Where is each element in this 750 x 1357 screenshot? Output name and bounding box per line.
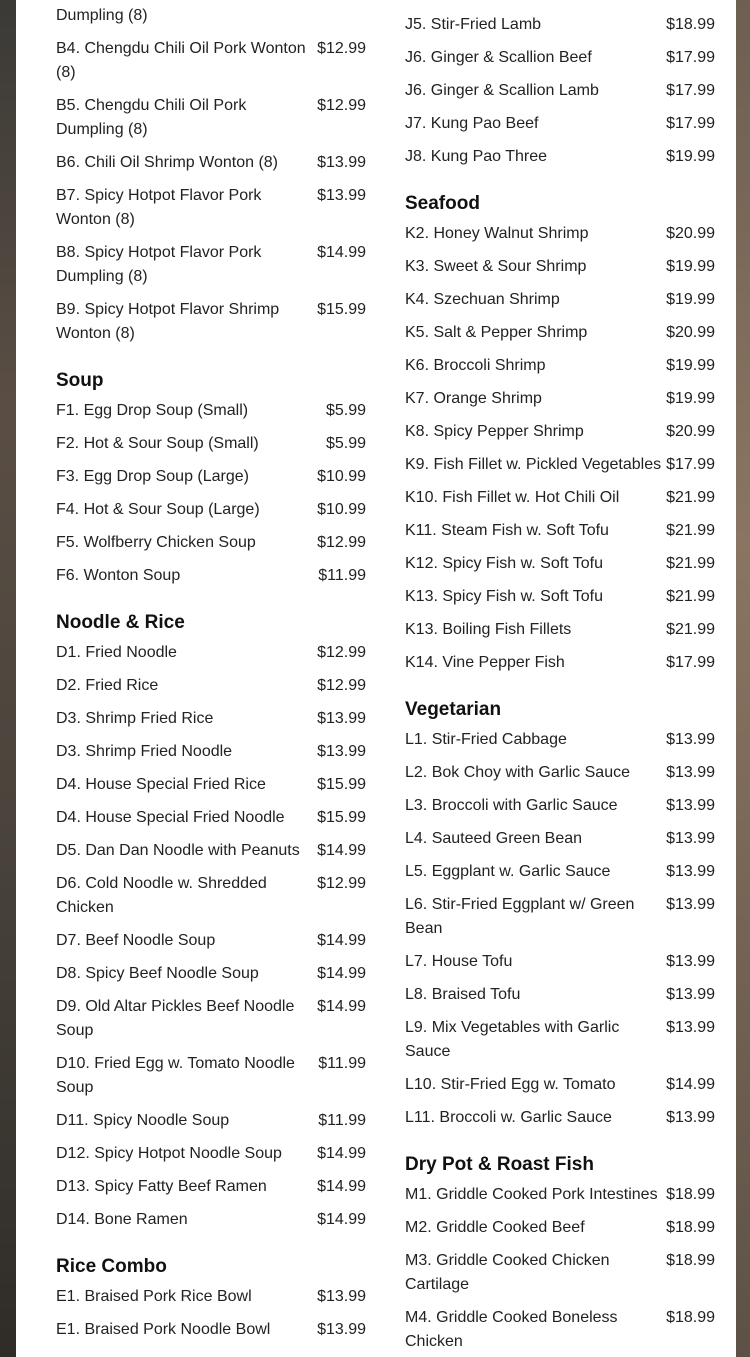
menu-item [56,839,366,863]
item-name: D12. Spicy Hotpot Noodle Soup [56,1145,282,1162]
item-name: M2. Griddle Cooked Beef [405,1219,585,1236]
menu-item [56,1285,366,1309]
item-name: K8. Spicy Pepper Shrimp [405,423,584,440]
item-name: K13. Spicy Fish w. Soft Tofu [405,588,604,605]
item-price: $19.99 [666,357,715,374]
menu-item [56,184,366,232]
menu-item [56,432,366,456]
item-name: D14. Bone Ramen [56,1211,188,1228]
item-price: $13.99 [666,830,715,847]
item-price: $14.99 [317,965,366,982]
item-price: $14.99 [317,1178,366,1195]
item-price: $12.99 [317,875,366,892]
item-price: $13.99 [666,896,715,913]
item-price: $13.99 [317,743,366,760]
menu-item [56,1142,366,1166]
menu-item [56,531,366,555]
section-title-noodle-rice: Noodle & Rice [56,612,185,633]
item-price: $10.99 [317,468,366,485]
item-name: L4. Sauteed Green Bean [405,830,583,847]
menu-item [405,728,715,752]
item-name: D9. Old Altar Pickles Beef Noodle Soup [56,998,295,1039]
menu-item [405,1249,715,1297]
item-name: D8. Spicy Beef Noodle Soup [56,965,259,982]
item-price: $21.99 [666,489,715,506]
menu-item [405,585,715,609]
menu-item [405,112,715,136]
item-name: L6. Stir-Fried Eggplant w/ Green Bean [405,896,635,937]
item-price: $12.99 [317,644,366,661]
menu-item [405,1216,715,1240]
item-price: $17.99 [666,654,715,671]
menu-item [56,1318,366,1342]
item-price: $17.99 [666,49,715,66]
menu-item [405,950,715,974]
item-name: B4. Chengdu Chili Oil Pork Wonton (8) [56,40,306,81]
item-name: K11. Steam Fish w. Soft Tofu [405,522,609,539]
item-price: $20.99 [666,324,715,341]
item-name: K10. Fish Fillet w. Hot Chili Oil [405,489,620,506]
item-name: K14. Vine Pepper Fish [405,654,565,671]
item-price: $19.99 [666,291,715,308]
item-price: $13.99 [666,986,715,1003]
item-price: $12.99 [317,97,366,114]
item-name: K5. Salt & Pepper Shrimp [405,324,588,341]
item-price: $13.99 [666,797,715,814]
item-price: $14.99 [317,932,366,949]
item-name: F3. Egg Drop Soup (Large) [56,468,249,485]
item-name: J8. Kung Pao Three [405,148,548,165]
menu-item [405,354,715,378]
item-name: L9. Mix Vegetables with Garlic Sauce [405,1019,620,1060]
menu-item [56,298,366,346]
menu-item [405,761,715,785]
menu-item [56,872,366,920]
item-name: K7. Orange Shrimp [405,390,542,407]
item-name: M1. Griddle Cooked Pork Intestines [405,1186,658,1203]
menu-item [405,893,715,941]
item-name: F4. Hot & Sour Soup (Large) [56,501,260,518]
menu-item [56,1175,366,1199]
item-price: $14.99 [317,244,366,261]
menu-item [405,1016,715,1064]
item-name: J5. Stir-Fried Lamb [405,16,542,33]
item-name: D1. Fried Noodle [56,644,177,661]
item-name: D11. Spicy Noodle Soup [56,1112,230,1129]
item-name: B5. Chengdu Chili Oil Pork Dumpling (8) [56,97,247,138]
item-price: $10.99 [317,501,366,518]
menu-item [405,1306,715,1354]
item-price: $13.99 [317,1321,366,1338]
item-name: L11. Broccoli w. Garlic Sauce [405,1109,612,1126]
menu-item [405,1073,715,1097]
item-price: $13.99 [666,1019,715,1036]
item-name: E1. Braised Pork Noodle Bowl [56,1321,271,1338]
item-price: $17.99 [666,456,715,473]
item-price: $21.99 [666,621,715,638]
partial-menu-item: Dumpling (8) [56,7,148,24]
item-name: B7. Spicy Hotpot Flavor Pork Wonton (8) [56,187,262,228]
item-price: $15.99 [317,809,366,826]
menu-item [56,564,366,588]
menu-item [405,1183,715,1207]
item-name: K6. Broccoli Shrimp [405,357,546,374]
item-name: M4. Griddle Cooked Boneless Chicken [405,1309,618,1350]
item-price: $18.99 [666,1186,715,1203]
item-name: D7. Beef Noodle Soup [56,932,216,949]
item-name: K12. Spicy Fish w. Soft Tofu [405,555,604,572]
item-price: $14.99 [317,1211,366,1228]
item-price: $18.99 [666,1309,715,1326]
item-name: J6. Ginger & Scallion Lamb [405,82,599,99]
menu-item [405,827,715,851]
menu-item [56,1109,366,1133]
item-name: F1. Egg Drop Soup (Small) [56,402,249,419]
item-price: $5.99 [325,402,366,419]
item-price: $13.99 [666,863,715,880]
item-price: $15.99 [317,301,366,318]
item-name: K2. Honey Walnut Shrimp [405,225,589,242]
item-price: $13.99 [666,764,715,781]
menu-item [405,860,715,884]
menu-item [405,486,715,510]
menu-item [56,37,366,85]
item-name: D5. Dan Dan Noodle with Peanuts [56,842,300,859]
menu-item [56,806,366,830]
item-name: L2. Bok Choy with Garlic Sauce [405,764,630,781]
item-name: D3. Shrimp Fried Noodle [56,743,233,760]
item-name: D10. Fried Egg w. Tomato Noodle Soup [56,1055,295,1096]
item-name: K4. Szechuan Shrimp [405,291,560,308]
item-price: $12.99 [317,40,366,57]
item-name: F2. Hot & Sour Soup (Small) [56,435,259,452]
menu-item [405,519,715,543]
menu-item [56,641,366,665]
item-price: $11.99 [318,567,366,584]
menu-item [405,79,715,103]
item-price: $18.99 [666,1219,715,1236]
menu-item [405,420,715,444]
menu-item [56,929,366,953]
item-name: D4. House Special Fried Noodle [56,809,285,826]
menu-item [56,740,366,764]
menu-item [405,13,715,37]
item-name: L8. Braised Tofu [405,986,521,1003]
menu-item [405,255,715,279]
menu-item [56,1052,366,1100]
menu-item [405,222,715,246]
menu-item [405,552,715,576]
item-price: $5.99 [325,435,366,452]
item-price: $19.99 [666,258,715,275]
menu-item [405,618,715,642]
section-title-vegetarian: Vegetarian [405,699,502,720]
menu-item [56,995,366,1043]
menu-item [405,321,715,345]
section-title-rice-combo: Rice Combo [56,1256,167,1277]
menu-item [405,46,715,70]
item-price: $13.99 [317,710,366,727]
menu-item [405,794,715,818]
section-title-dry-pot: Dry Pot & Roast Fish [405,1154,594,1175]
item-name: B8. Spicy Hotpot Flavor Pork Dumpling (8) [56,244,262,285]
item-name: F5. Wolfberry Chicken Soup [56,534,256,551]
item-name: D6. Cold Noodle w. Shredded Chicken [56,875,267,916]
menu-item [56,674,366,698]
menu-item [405,453,715,477]
item-price: $19.99 [666,390,715,407]
item-name: B6. Chili Oil Shrimp Wonton (8) [56,154,278,171]
item-name: E1. Braised Pork Rice Bowl [56,1288,252,1305]
item-name: D4. House Special Fried Rice [56,776,266,793]
menu-item [405,387,715,411]
item-price: $15.99 [317,776,366,793]
item-price: $12.99 [317,534,366,551]
item-price: $14.99 [317,998,366,1015]
menu-item [56,707,366,731]
item-name: F6. Wonton Soup [56,567,181,584]
item-price: $13.99 [317,1288,366,1305]
menu-item [56,773,366,797]
menu-item [405,983,715,1007]
item-name: D2. Fried Rice [56,677,159,694]
item-name: K3. Sweet & Sour Shrimp [405,258,587,275]
background-photo-edge [736,0,750,1357]
item-price: $14.99 [666,1076,715,1093]
item-price: $14.99 [317,1145,366,1162]
item-price: $13.99 [666,953,715,970]
item-name: L3. Broccoli with Garlic Sauce [405,797,618,814]
menu-item [56,498,366,522]
item-price: $13.99 [666,731,715,748]
item-name: K13. Boiling Fish Fillets [405,621,572,638]
menu-item [56,94,366,142]
item-price: $13.99 [666,1109,715,1126]
menu-item [405,1106,715,1130]
item-price: $17.99 [666,115,715,132]
item-name: L5. Eggplant w. Garlic Sauce [405,863,611,880]
item-name: J6. Ginger & Scallion Beef [405,49,592,66]
item-name: J7. Kung Pao Beef [405,115,539,132]
item-price: $17.99 [666,82,715,99]
item-price: $18.99 [666,1252,715,1269]
menu-item [56,399,366,423]
item-name: D13. Spicy Fatty Beef Ramen [56,1178,267,1195]
item-name: L7. House Tofu [405,953,513,970]
item-name: L1. Stir-Fried Cabbage [405,731,567,748]
item-price: $13.99 [317,154,366,171]
item-price: $19.99 [666,148,715,165]
item-name: M3. Griddle Cooked Chicken Cartilage [405,1252,610,1293]
section-title-soup: Soup [56,370,104,391]
menu-item [56,465,366,489]
item-name: B9. Spicy Hotpot Flavor Shrimp Wonton (8) [56,301,280,342]
menu-item [56,241,366,289]
menu-item [56,962,366,986]
item-price: $21.99 [666,588,715,605]
item-price: $11.99 [318,1055,366,1072]
item-price: $11.99 [318,1112,366,1129]
item-price: $20.99 [666,423,715,440]
item-price: $14.99 [317,842,366,859]
section-title-seafood: Seafood [405,193,480,214]
item-price: $12.99 [317,677,366,694]
item-name: L10. Stir-Fried Egg w. Tomato [405,1076,616,1093]
menu-item [405,651,715,675]
item-price: $13.99 [317,187,366,204]
item-price: $21.99 [666,555,715,572]
menu-item [405,145,715,169]
item-name: K9. Fish Fillet w. Pickled Vegetables [405,456,662,473]
item-price: $21.99 [666,522,715,539]
menu-item [56,1208,366,1232]
item-price: $20.99 [666,225,715,242]
item-price: $18.99 [666,16,715,33]
menu-item [405,288,715,312]
item-name: D3. Shrimp Fried Rice [56,710,214,727]
menu-panel [16,0,736,1357]
menu-item [56,151,366,175]
